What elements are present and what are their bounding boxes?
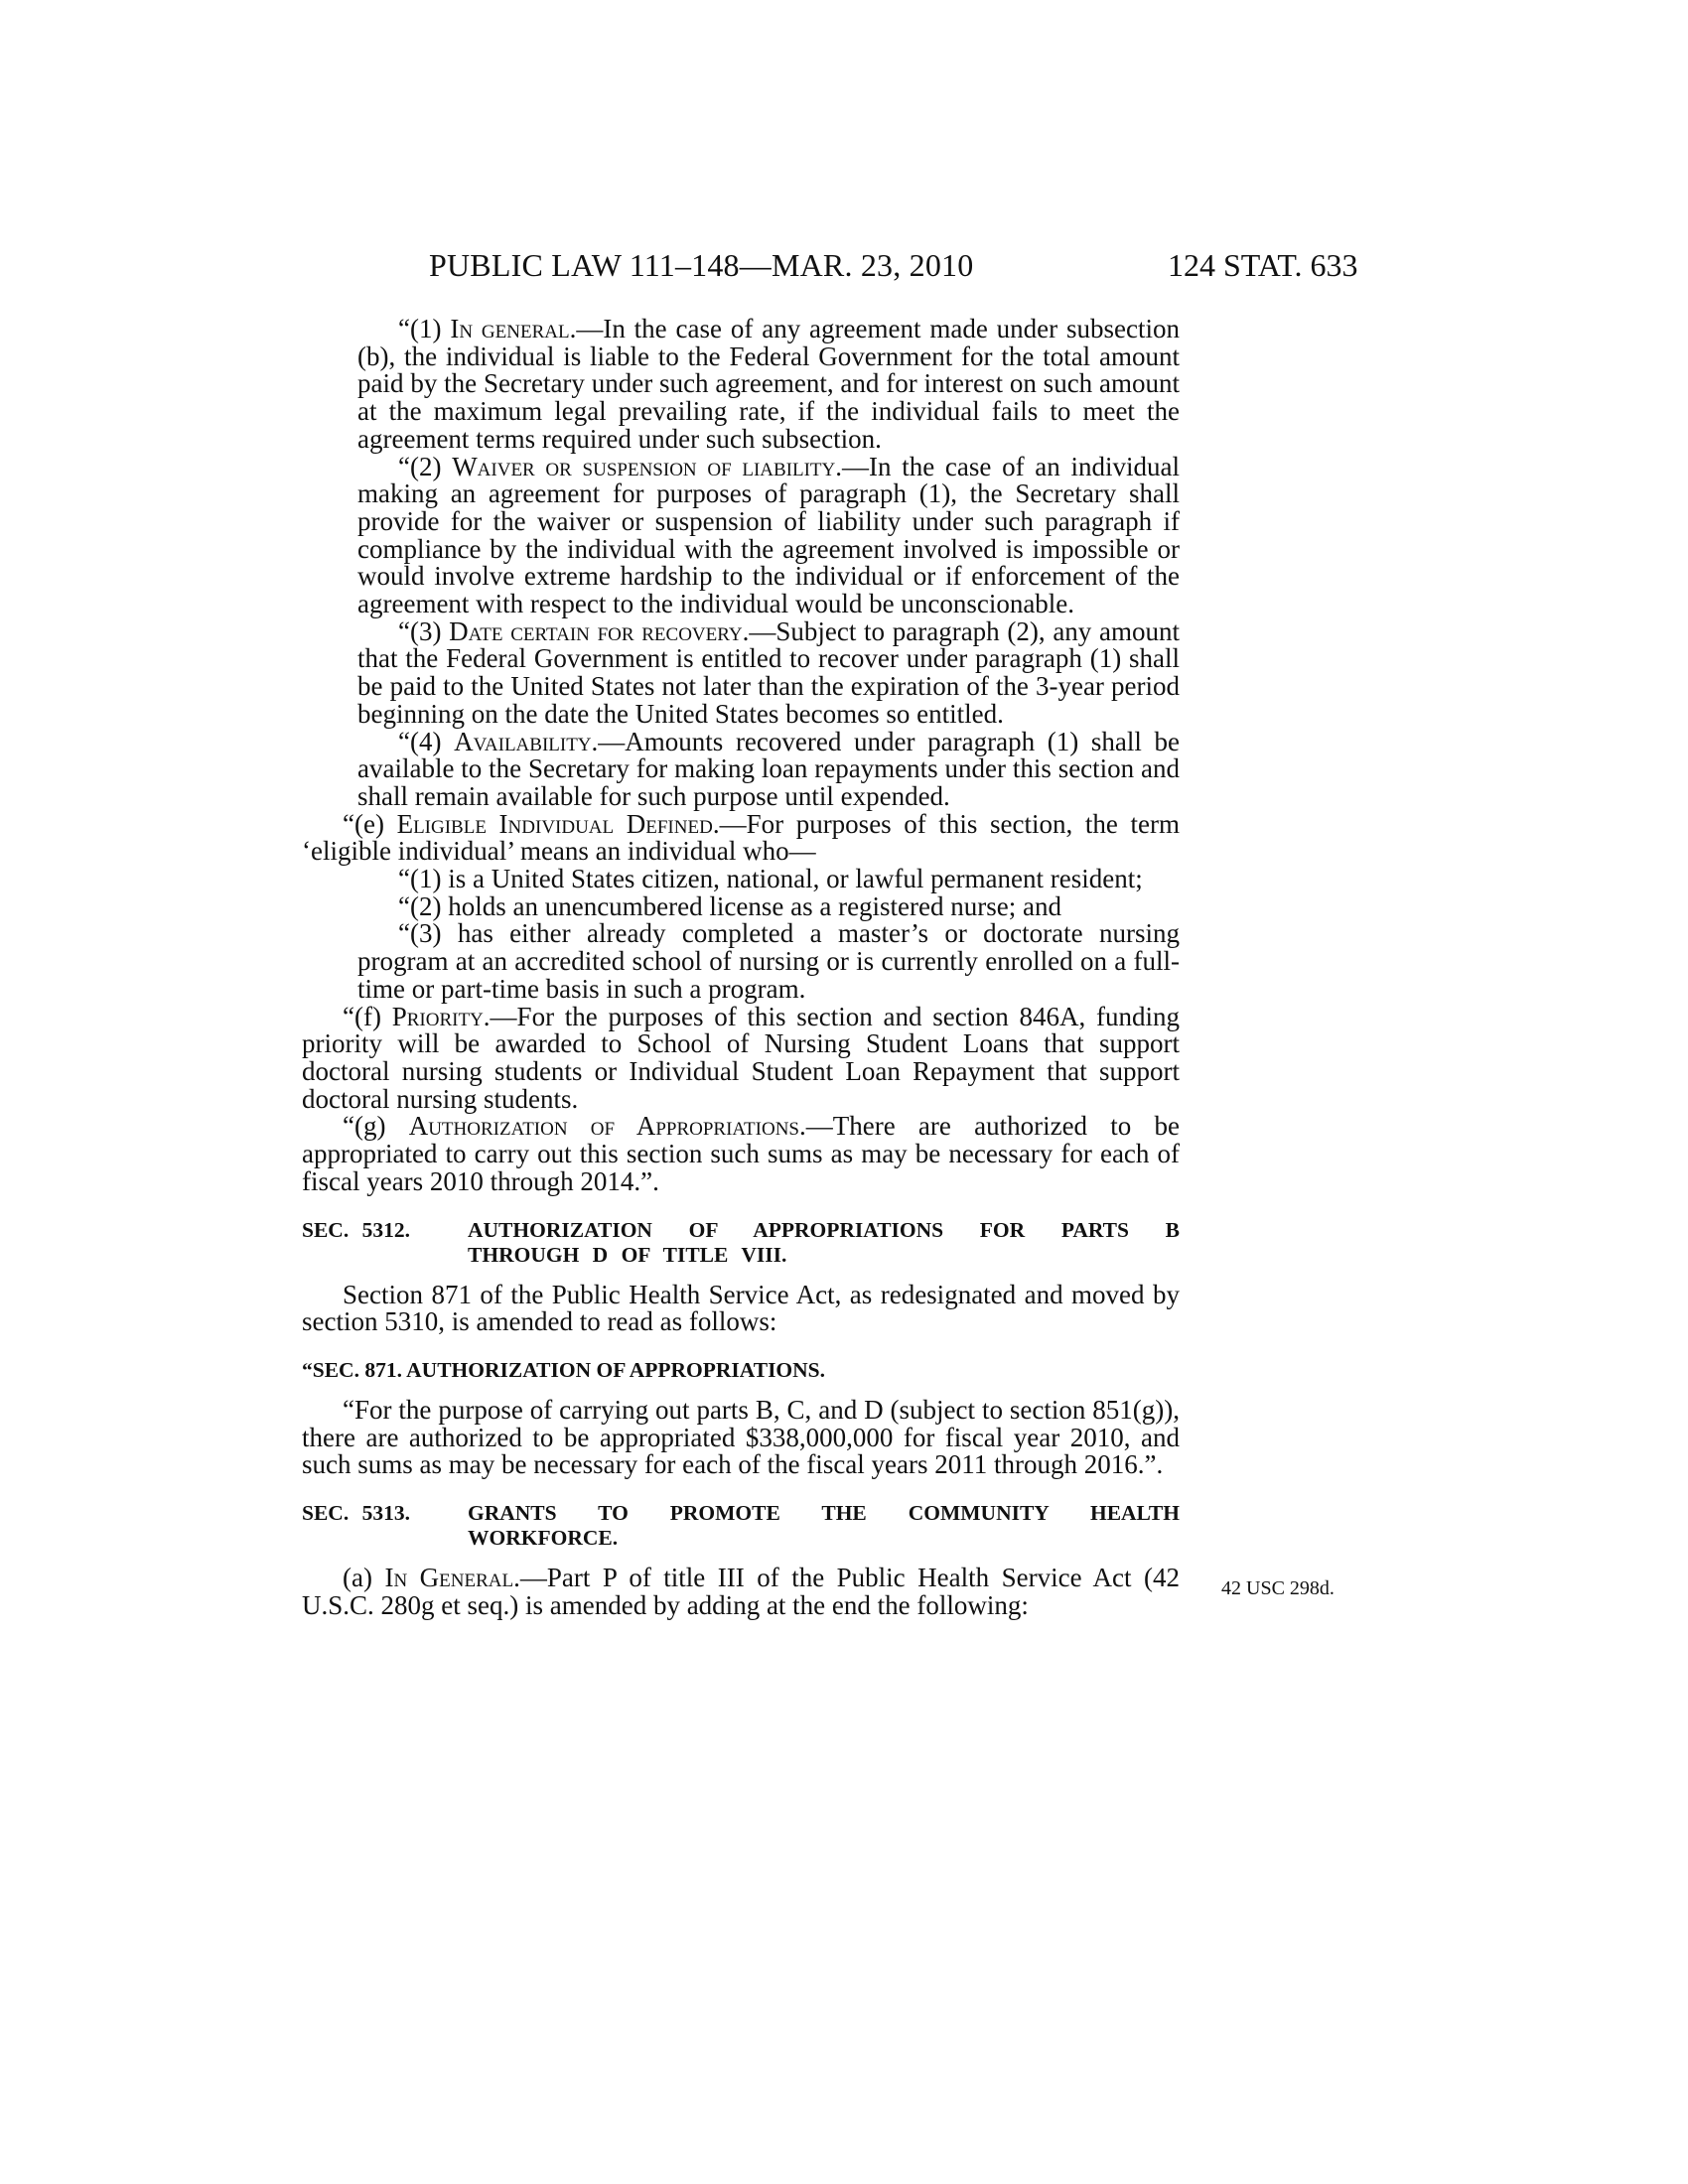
section-5313-heading	[302, 1501, 1180, 1551]
section-number: SEC. 5313.	[302, 1501, 410, 1526]
paragraph-text: .—In the case of any agreement made under subsection (b), the individual is liable to the Federal Government for the total amount paid by the Secretary under such agreement, and for interest on such amount at the maximum legal prevailing rate, if the individual fails to meet the agreement terms required under such subsection.	[357, 314, 1180, 454]
paragraph-number: “(2)	[398, 451, 453, 481]
subsection-heading: Eligible Individual Defined	[396, 808, 713, 839]
paragraph-1-in-general	[302, 316, 1180, 454]
paragraph-number: “(1)	[398, 314, 451, 343]
paragraph-e2: “(2) holds an unencumbered license as a registered nurse; and	[398, 890, 1061, 921]
section-5312-text: Section 871 of the Public Health Service Act, as redesignated and moved by section 5310, is amended to read as follows:	[302, 1279, 1180, 1337]
paragraph-heading: Date certain for recovery	[449, 615, 743, 646]
paragraph-4-availability	[302, 726, 1181, 811]
subsection-heading: Priority	[391, 1001, 484, 1031]
subsection-text: .—For purposes of this section, the term ‘eligible individual’ means an individual who—	[302, 808, 1180, 867]
paragraph-number: “(3)	[398, 615, 450, 646]
paragraph-heading: Availability	[454, 726, 592, 756]
subsection-heading: In General	[384, 1563, 514, 1593]
subsection-e-eligible-individual	[302, 808, 1180, 867]
subsection-letter: “(e)	[343, 808, 397, 839]
subsection-f-priority	[302, 1001, 1180, 1114]
paragraph-text: .—Subject to paragraph (2), any amount that the Federal Government is entitled to recover under paragraph (1) shall be paid to the United States not later than the expiration of the 3-year period beginning on the date the United States becomes so entitled.	[357, 615, 1180, 729]
paragraph-heading: In general	[450, 314, 570, 343]
subsection-text: .—Part P of title III of the Public Health Service Act (42 U.S.C. 280g et seq.) is amended by adding at the end the following:	[302, 1563, 1181, 1620]
paragraph-number: “(4)	[398, 726, 455, 756]
section-871-text: “For the purpose of carrying out parts B, C, and D (subject to section 851(g)), there are authorized to be appropriated $338,000,000 for fiscal year 2010, and such sums as may be necessary for each of the fiscal years 2011 through 2016.”.	[302, 1394, 1180, 1480]
section-5312-heading	[302, 1218, 1180, 1268]
section-title: AUTHORIZATION OF APPROPRIATIONS FOR PARTS B THROUGH D OF TITLE VIII.	[468, 1217, 1180, 1267]
section-number: SEC. 5312.	[302, 1217, 410, 1242]
section-871-heading: “SEC. 871. AUTHORIZATION OF APPROPRIATIONS.	[302, 1357, 826, 1382]
subsection-letter: “(g)	[343, 1111, 409, 1142]
subsection-text: .—There are authorized to be appropriated to carry out this section such sums as may be necessary for each of fiscal years 2010 through 2014.”.	[302, 1111, 1180, 1196]
paragraph-text: .—In the case of an individual making an agreement for purposes of paragraph (1), the Secretary shall provide for the waiver or suspension of liability under such paragraph if compliance by the individual with the agreement involved is impossible or would involve extreme hardship to the individual or if enforcement of the agreement with respect to the individual would be unconscionable.	[357, 451, 1180, 619]
paragraph-3-date-certain	[302, 615, 1180, 729]
paragraph-2-waiver	[302, 451, 1180, 619]
subsection-text: .—For the purposes of this section and section 846A, funding priority will be awarded to School of Nursing Student Loans that support doctoral nursing students or Individual Student Loan Repayment that support doctoral nursing students.	[302, 1001, 1180, 1114]
running-header-law: PUBLIC LAW 111–148—MAR. 23, 2010	[429, 247, 974, 283]
paragraph-text: .—Amounts recovered under paragraph (1) shall be available to the Secretary for making loan repayments under this section and shall remain available for such purpose until expended.	[357, 726, 1181, 811]
section-title: GRANTS TO PROMOTE THE COMMUNITY HEALTH WORKFORCE.	[468, 1501, 1180, 1551]
statute-body	[302, 316, 1180, 1619]
paragraph-e1: “(1) is a United States citizen, national, or lawful permanent resident;	[398, 864, 1143, 894]
subsection-heading: Authorization of Appropriations	[408, 1111, 799, 1142]
subsection-g-authorization	[302, 1113, 1180, 1195]
running-header-stat-page: 124 STAT. 633	[1168, 247, 1358, 283]
subsection-letter: (a)	[343, 1563, 385, 1593]
paragraph-heading: Waiver or suspension of liability	[452, 451, 836, 481]
paragraph-e3: “(3) has either already completed a master’s or doctorate nursing program at an accredited school of nursing or is currently enrolled on a full-time or part-time basis in such a program.	[357, 918, 1180, 1004]
subsection-letter: “(f)	[343, 1001, 392, 1031]
subsection-a-in-general	[302, 1565, 1180, 1619]
margin-note-usc-citation: 42 USC 298d.	[1221, 1577, 1335, 1599]
